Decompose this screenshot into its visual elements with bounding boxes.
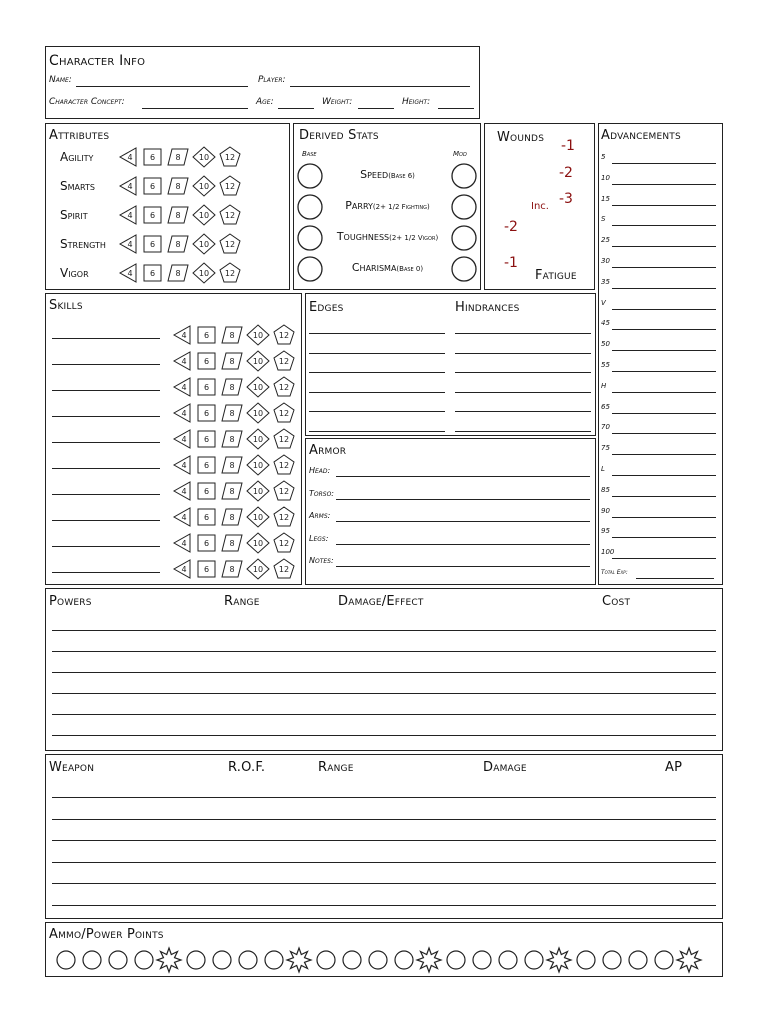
svg-text:6: 6 <box>203 565 210 574</box>
ammo-star-marker[interactable] <box>417 948 441 972</box>
ammo-point-circle[interactable] <box>187 951 205 969</box>
svg-text:8: 8 <box>229 357 235 366</box>
advancement-label-75: 75 <box>601 444 610 453</box>
derived-stat-note: (2+ 1/2 Fighting) <box>372 203 430 211</box>
wound-incapacitated[interactable]: Inc. <box>531 201 549 212</box>
svg-text:6: 6 <box>203 331 210 340</box>
svg-text:8: 8 <box>229 539 235 548</box>
advancement-label-s: S <box>601 215 606 224</box>
ammo-point-circle[interactable] <box>83 951 101 969</box>
svg-text:10: 10 <box>252 331 264 340</box>
svg-text:6: 6 <box>203 461 210 470</box>
derived-stat-note: (2+ 1/2 Vigor) <box>389 234 439 242</box>
ammo-point-circle[interactable] <box>655 951 673 969</box>
wounds-title: Wounds <box>497 130 545 145</box>
armor-label-arms: Arms: <box>309 511 331 520</box>
svg-text:6: 6 <box>203 539 210 548</box>
svg-text:12: 12 <box>278 357 290 366</box>
svg-text:10: 10 <box>252 461 264 470</box>
svg-text:10: 10 <box>198 269 210 278</box>
powers-effect-header: Damage/Effect <box>338 594 424 609</box>
svg-text:8: 8 <box>229 383 235 392</box>
name-label: Name: <box>49 75 72 85</box>
svg-text:12: 12 <box>278 435 290 444</box>
advancement-label-100: 100 <box>601 548 615 557</box>
svg-text:10: 10 <box>198 211 210 220</box>
svg-text:10: 10 <box>252 487 264 496</box>
ammo-point-circle[interactable] <box>239 951 257 969</box>
svg-text:8: 8 <box>229 461 235 470</box>
svg-text:6: 6 <box>203 513 210 522</box>
svg-text:6: 6 <box>149 211 156 220</box>
wound-minus-3[interactable]: -3 <box>559 191 573 207</box>
armor-label-head: Head: <box>309 466 331 475</box>
svg-text:6: 6 <box>203 383 210 392</box>
svg-text:10: 10 <box>252 513 264 522</box>
derived-stat-name: Parry <box>345 199 373 212</box>
svg-text:12: 12 <box>278 487 290 496</box>
advancement-label-25: 25 <box>601 236 610 245</box>
hindrances-title: Hindrances <box>455 300 520 315</box>
svg-text:4: 4 <box>181 539 187 548</box>
svg-text:4: 4 <box>181 357 187 366</box>
edges-title: Edges <box>309 300 344 315</box>
weight-label: Weight: <box>322 97 353 107</box>
svg-text:10: 10 <box>198 240 210 249</box>
derived-mod-label: Mod <box>453 150 467 158</box>
svg-text:12: 12 <box>224 240 236 249</box>
svg-text:6: 6 <box>203 487 210 496</box>
svg-text:12: 12 <box>278 331 290 340</box>
advancement-label-45: 45 <box>601 319 610 328</box>
attribute-label-vigor: Vigor <box>60 266 89 280</box>
armor-label-torso: Torso: <box>309 488 335 498</box>
svg-text:8: 8 <box>229 513 235 522</box>
ammo-point-circle[interactable] <box>57 951 75 969</box>
derived-stat-note: (Base 6) <box>388 172 415 180</box>
svg-text:4: 4 <box>181 331 187 340</box>
concept-label: Character Concept: <box>49 97 125 107</box>
weapon-ap-header: AP <box>665 760 683 775</box>
player-label: Player: <box>258 75 286 85</box>
ammo-point-circle[interactable] <box>395 951 413 969</box>
svg-text:6: 6 <box>149 182 156 191</box>
ammo-point-circle[interactable] <box>499 951 517 969</box>
svg-text:8: 8 <box>229 409 235 418</box>
advancement-label-h: H <box>601 381 607 390</box>
armor-title: Armor <box>309 443 347 458</box>
skills-title: Skills <box>49 298 83 313</box>
total-exp-label: Total Exp: <box>601 569 628 576</box>
attribute-label-agility: Agility <box>60 150 94 164</box>
svg-text:6: 6 <box>203 409 210 418</box>
svg-text:4: 4 <box>181 513 187 522</box>
svg-text:6: 6 <box>149 240 156 249</box>
svg-text:8: 8 <box>175 269 181 278</box>
ammo-star-marker[interactable] <box>547 948 571 972</box>
ammo-point-circle[interactable] <box>135 951 153 969</box>
svg-text:8: 8 <box>175 182 181 191</box>
ammo-point-circle[interactable] <box>343 951 361 969</box>
svg-text:8: 8 <box>175 211 181 220</box>
ammo-title: Ammo/Power Points <box>49 927 164 942</box>
svg-text:10: 10 <box>198 182 210 191</box>
svg-text:6: 6 <box>203 435 210 444</box>
advancement-label-10: 10 <box>601 173 610 182</box>
svg-text:12: 12 <box>224 153 236 162</box>
derived-stat-name: Toughness <box>336 230 390 243</box>
svg-text:4: 4 <box>181 409 187 418</box>
svg-text:4: 4 <box>181 565 187 574</box>
advancement-label-30: 30 <box>601 257 610 265</box>
wound-minus-2[interactable]: -2 <box>559 165 573 181</box>
advancement-label-70: 70 <box>601 423 610 432</box>
svg-text:12: 12 <box>224 211 236 220</box>
wound-minus-1[interactable]: -1 <box>561 138 575 154</box>
svg-text:12: 12 <box>278 461 290 470</box>
svg-text:12: 12 <box>278 539 290 548</box>
derived-stat-name: Charisma <box>351 261 397 274</box>
svg-text:10: 10 <box>252 409 264 418</box>
advancement-label-85: 85 <box>601 485 610 494</box>
svg-text:4: 4 <box>181 487 187 496</box>
ammo-point-circle[interactable] <box>213 951 231 969</box>
ammo-point-circle[interactable] <box>265 951 283 969</box>
advancement-label-65: 65 <box>601 402 610 411</box>
svg-text:6: 6 <box>149 153 156 162</box>
ammo-star-marker[interactable] <box>157 948 181 972</box>
powers-range-header: Range <box>224 594 260 609</box>
ammo-point-circle[interactable] <box>577 951 595 969</box>
svg-text:12: 12 <box>278 383 290 392</box>
fatigue-label: Fatigue <box>535 268 577 283</box>
attribute-label-spirit: Spirit <box>60 208 88 222</box>
advancement-label-95: 95 <box>601 527 610 536</box>
svg-text:4: 4 <box>127 211 133 220</box>
weapon-header: Weapon <box>49 760 95 775</box>
powers-cost-header: Cost <box>602 594 631 609</box>
ammo-point-circle[interactable] <box>603 951 621 969</box>
derived-stat-note: (Base 0) <box>396 265 424 273</box>
age-label: Age: <box>256 97 274 107</box>
advancement-label-90: 90 <box>601 506 610 515</box>
svg-text:12: 12 <box>278 513 290 522</box>
svg-text:10: 10 <box>252 565 264 574</box>
armor-label-legs: Legs: <box>309 533 329 543</box>
character-info-title: Character Info <box>49 53 146 69</box>
svg-text:8: 8 <box>175 153 181 162</box>
svg-text:10: 10 <box>252 539 264 548</box>
attributes-title: Attributes <box>49 128 110 143</box>
svg-text:12: 12 <box>278 565 290 574</box>
advancement-label-55: 55 <box>601 361 610 369</box>
svg-text:4: 4 <box>181 383 187 392</box>
advancements-title: Advancements <box>601 128 681 143</box>
svg-text:8: 8 <box>229 565 235 574</box>
ammo-star-marker[interactable] <box>287 948 311 972</box>
svg-text:8: 8 <box>229 331 235 340</box>
svg-text:4: 4 <box>181 435 187 444</box>
svg-text:10: 10 <box>252 435 264 444</box>
svg-text:4: 4 <box>181 461 187 470</box>
fatigue-minus-2[interactable]: -2 <box>504 219 518 235</box>
advancement-label-l: L <box>601 465 605 473</box>
height-label: Height: <box>402 97 431 107</box>
svg-text:4: 4 <box>127 153 133 162</box>
svg-text:8: 8 <box>229 487 235 496</box>
ammo-point-circle[interactable] <box>317 951 335 969</box>
weapon-damage-header: Damage <box>483 760 527 775</box>
fatigue-minus-1[interactable]: -1 <box>504 255 518 271</box>
svg-text:6: 6 <box>203 357 210 366</box>
ammo-point-circle[interactable] <box>369 951 387 969</box>
svg-text:10: 10 <box>198 153 210 162</box>
svg-text:4: 4 <box>127 240 133 249</box>
svg-text:10: 10 <box>252 357 264 366</box>
svg-text:8: 8 <box>229 435 235 444</box>
weapon-range-header: Range <box>318 760 354 775</box>
ammo-point-circle[interactable] <box>629 951 647 969</box>
svg-text:4: 4 <box>127 182 133 191</box>
ammo-point-circle[interactable] <box>109 951 127 969</box>
powers-title: Powers <box>49 594 92 609</box>
svg-text:6: 6 <box>149 269 156 278</box>
svg-text:4: 4 <box>127 269 133 278</box>
derived-stats-title: Derived Stats <box>299 128 379 143</box>
advancement-label-v: V <box>601 298 606 307</box>
ammo-point-circle[interactable] <box>525 951 543 969</box>
svg-text:10: 10 <box>252 383 264 392</box>
attribute-label-smarts: Smarts <box>60 179 95 193</box>
svg-text:12: 12 <box>278 409 290 418</box>
armor-label-notes: Notes: <box>309 556 334 565</box>
advancement-label-50: 50 <box>601 340 610 349</box>
svg-text:12: 12 <box>224 269 236 278</box>
attribute-label-strength: Strength <box>60 237 106 251</box>
svg-text:8: 8 <box>175 240 181 249</box>
advancement-label-5: 5 <box>601 153 606 161</box>
advancement-label-35: 35 <box>601 277 610 286</box>
derived-base-label: Base <box>302 150 317 158</box>
derived-stat-name: Speed <box>360 168 389 181</box>
ammo-point-circle[interactable] <box>447 951 465 969</box>
rof-header: R.O.F. <box>228 760 266 775</box>
svg-text:12: 12 <box>224 182 236 191</box>
ammo-point-circle[interactable] <box>473 951 491 969</box>
ammo-star-marker[interactable] <box>677 948 701 972</box>
advancement-label-15: 15 <box>601 194 610 203</box>
